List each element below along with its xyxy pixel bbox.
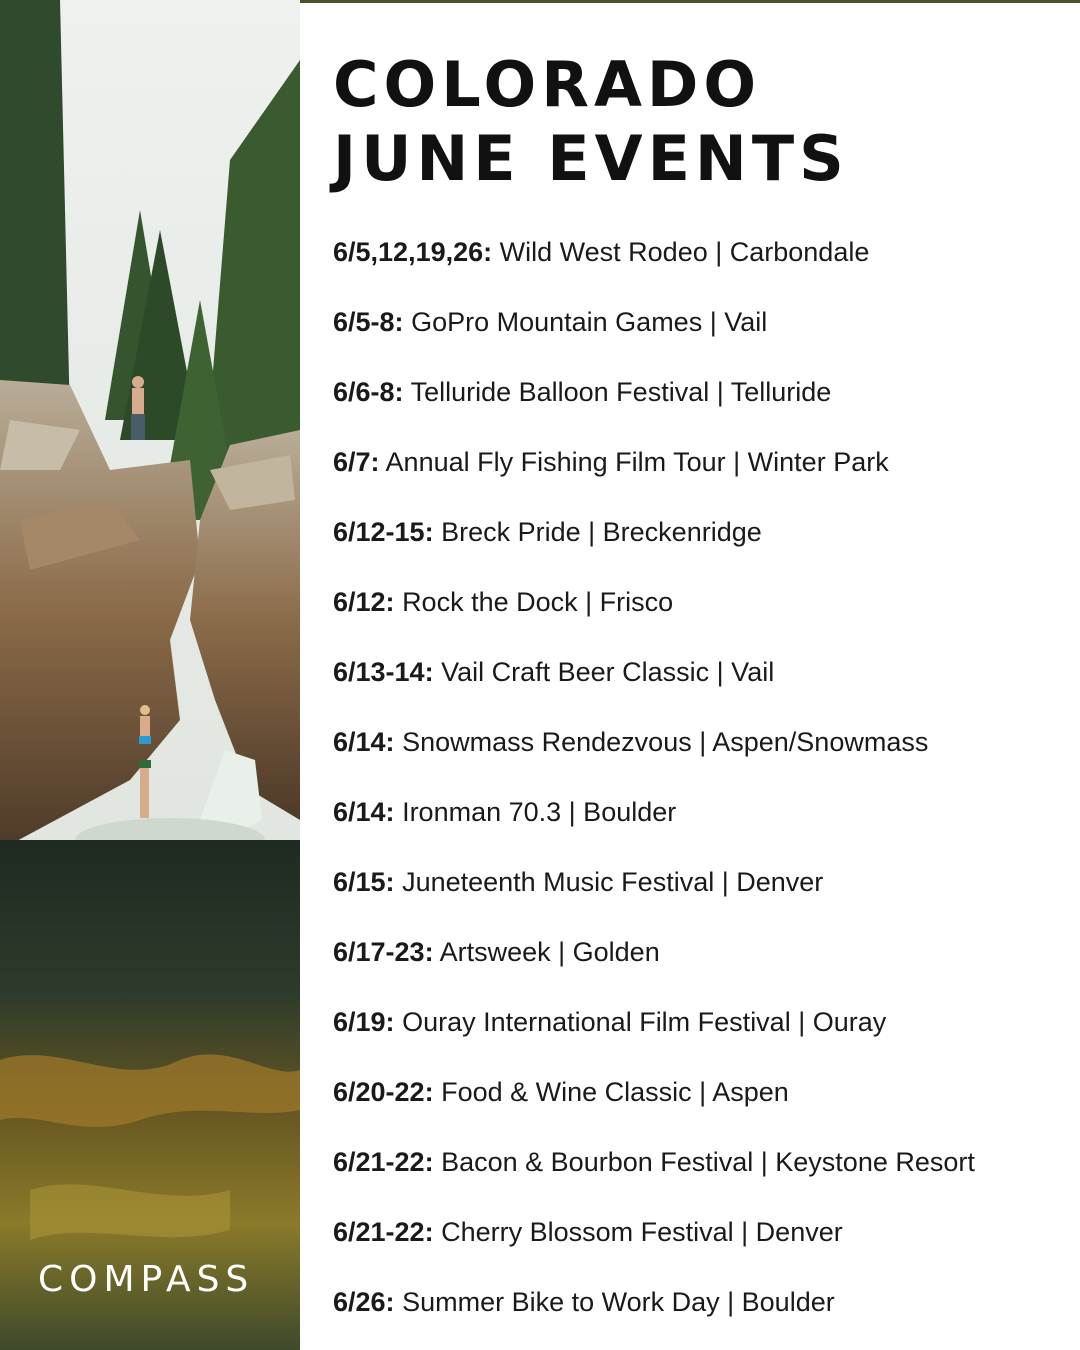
list-item — [333, 716, 1073, 786]
title-line-1: COLORADO — [333, 48, 762, 121]
title-line-2: JUNE EVENTS — [333, 122, 849, 195]
hero-photo — [0, 0, 300, 1350]
event-text: Snowmass Rendezvous | Aspen/Snowmass — [402, 727, 929, 757]
list-item — [333, 646, 1073, 716]
event-date: 6/13-14: — [333, 657, 434, 687]
event-date: 6/17-23: — [333, 937, 434, 967]
list-item — [333, 996, 1073, 1066]
list-item — [333, 296, 1073, 366]
list-item — [333, 926, 1073, 996]
event-date: 6/7: — [333, 447, 380, 477]
event-date: 6/15: — [333, 867, 395, 897]
event-text: Wild West Rodeo | Carbondale — [499, 237, 870, 267]
event-date: 6/14: — [333, 727, 395, 757]
list-item — [333, 506, 1073, 576]
list-item — [333, 436, 1073, 506]
top-accent-line — [300, 0, 1080, 3]
event-date: 6/20-22: — [333, 1077, 434, 1107]
event-text: Vail Craft Beer Classic | Vail — [441, 657, 775, 687]
list-item — [333, 1276, 1073, 1346]
page-title — [333, 48, 1053, 196]
event-text: Telluride Balloon Festival | Telluride — [410, 377, 832, 407]
events-list — [333, 226, 1073, 1346]
event-text: Ironman 70.3 | Boulder — [402, 797, 677, 827]
list-item — [333, 576, 1073, 646]
list-item — [333, 1066, 1073, 1136]
event-date: 6/5,12,19,26: — [333, 237, 493, 267]
event-text: GoPro Mountain Games | Vail — [411, 307, 768, 337]
events-content — [333, 48, 1053, 1317]
event-text: Bacon & Bourbon Festival | Keystone Resort — [441, 1147, 975, 1177]
event-date: 6/19: — [333, 1007, 395, 1037]
event-text: Food & Wine Classic | Aspen — [441, 1077, 789, 1107]
event-text: Ouray International Film Festival | Ouray — [402, 1007, 887, 1037]
list-item — [333, 1206, 1073, 1276]
event-date: 6/5-8: — [333, 307, 404, 337]
list-item — [333, 1136, 1073, 1206]
event-text: Summer Bike to Work Day | Boulder — [402, 1287, 835, 1317]
event-text: Cherry Blossom Festival | Denver — [441, 1217, 843, 1247]
event-date: 6/21-22: — [333, 1147, 434, 1177]
event-date: 6/21-22: — [333, 1217, 434, 1247]
compass-logo: COMPASS — [38, 1259, 255, 1300]
event-text: Breck Pride | Breckenridge — [441, 517, 762, 547]
event-date: 6/26: — [333, 1287, 395, 1317]
list-item — [333, 226, 1073, 296]
list-item — [333, 366, 1073, 436]
event-text: Juneteenth Music Festival | Denver — [402, 867, 824, 897]
list-item — [333, 856, 1073, 926]
event-date: 6/14: — [333, 797, 395, 827]
event-date: 6/12: — [333, 587, 395, 617]
event-text: Rock the Dock | Frisco — [402, 587, 674, 617]
list-item — [333, 786, 1073, 856]
canyon-photo-illustration — [0, 0, 300, 1350]
event-text: Annual Fly Fishing Film Tour | Winter Park — [385, 447, 889, 477]
event-date: 6/12-15: — [333, 517, 434, 547]
event-text: Artsweek | Golden — [439, 937, 660, 967]
event-date: 6/6-8: — [333, 377, 404, 407]
